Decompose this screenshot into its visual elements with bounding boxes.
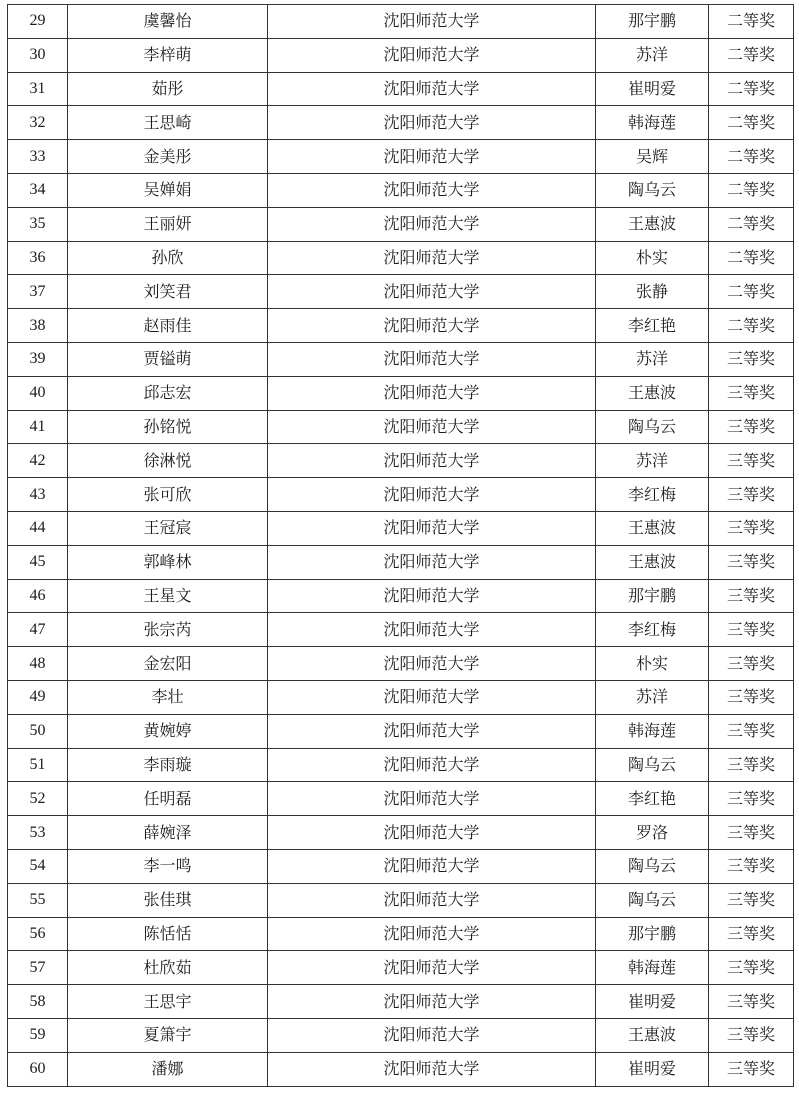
award-level: 二等奖 — [709, 275, 794, 309]
row-number: 31 — [8, 72, 68, 106]
teacher-name: 朴实 — [596, 241, 709, 275]
row-number: 50 — [8, 714, 68, 748]
table-row — [8, 782, 794, 816]
student-name: 赵雨佳 — [68, 309, 268, 343]
student-name: 张佳琪 — [68, 883, 268, 917]
teacher-name: 王惠波 — [596, 207, 709, 241]
student-name: 张可欣 — [68, 478, 268, 512]
student-name: 贾镒萌 — [68, 342, 268, 376]
teacher-name: 陶乌云 — [596, 883, 709, 917]
school-name: 沈阳师范大学 — [268, 342, 596, 376]
teacher-name: 苏洋 — [596, 38, 709, 72]
student-name: 郭峰林 — [68, 545, 268, 579]
table-row — [8, 410, 794, 444]
student-name: 薛婉泽 — [68, 816, 268, 850]
school-name: 沈阳师范大学 — [268, 511, 596, 545]
row-number: 46 — [8, 579, 68, 613]
table-row — [8, 816, 794, 850]
student-name: 王思宇 — [68, 985, 268, 1019]
teacher-name: 韩海莲 — [596, 951, 709, 985]
student-name: 吴婵娟 — [68, 173, 268, 207]
school-name: 沈阳师范大学 — [268, 613, 596, 647]
school-name: 沈阳师范大学 — [268, 106, 596, 140]
row-number: 37 — [8, 275, 68, 309]
award-level: 二等奖 — [709, 140, 794, 174]
row-number: 35 — [8, 207, 68, 241]
school-name: 沈阳师范大学 — [268, 140, 596, 174]
table-row — [8, 241, 794, 275]
student-name: 孙铭悦 — [68, 410, 268, 444]
row-number: 48 — [8, 647, 68, 681]
school-name: 沈阳师范大学 — [268, 275, 596, 309]
award-list-page — [7, 4, 793, 1087]
row-number: 49 — [8, 680, 68, 714]
student-name: 虞馨怡 — [68, 5, 268, 39]
table-row — [8, 849, 794, 883]
table-row — [8, 38, 794, 72]
student-name: 茹彤 — [68, 72, 268, 106]
award-level: 三等奖 — [709, 1018, 794, 1052]
student-name: 金宏阳 — [68, 647, 268, 681]
student-name: 李雨璇 — [68, 748, 268, 782]
teacher-name: 王惠波 — [596, 376, 709, 410]
school-name: 沈阳师范大学 — [268, 579, 596, 613]
table-row — [8, 647, 794, 681]
teacher-name: 崔明爱 — [596, 985, 709, 1019]
school-name: 沈阳师范大学 — [268, 647, 596, 681]
table-row — [8, 613, 794, 647]
student-name: 王冠宸 — [68, 511, 268, 545]
row-number: 30 — [8, 38, 68, 72]
student-name: 张宗芮 — [68, 613, 268, 647]
award-level: 三等奖 — [709, 511, 794, 545]
teacher-name: 苏洋 — [596, 680, 709, 714]
table-row — [8, 1052, 794, 1086]
student-name: 李一鸣 — [68, 849, 268, 883]
award-level: 三等奖 — [709, 883, 794, 917]
school-name: 沈阳师范大学 — [268, 444, 596, 478]
school-name: 沈阳师范大学 — [268, 883, 596, 917]
teacher-name: 李红梅 — [596, 478, 709, 512]
award-level: 三等奖 — [709, 951, 794, 985]
school-name: 沈阳师范大学 — [268, 816, 596, 850]
table-row — [8, 545, 794, 579]
row-number: 59 — [8, 1018, 68, 1052]
award-table — [7, 4, 794, 1087]
row-number: 43 — [8, 478, 68, 512]
teacher-name: 罗洛 — [596, 816, 709, 850]
teacher-name: 陶乌云 — [596, 173, 709, 207]
table-row — [8, 444, 794, 478]
student-name: 金美彤 — [68, 140, 268, 174]
table-row — [8, 207, 794, 241]
row-number: 57 — [8, 951, 68, 985]
teacher-name: 李红梅 — [596, 613, 709, 647]
row-number: 39 — [8, 342, 68, 376]
row-number: 58 — [8, 985, 68, 1019]
teacher-name: 王惠波 — [596, 1018, 709, 1052]
school-name: 沈阳师范大学 — [268, 376, 596, 410]
row-number: 38 — [8, 309, 68, 343]
row-number: 42 — [8, 444, 68, 478]
school-name: 沈阳师范大学 — [268, 1018, 596, 1052]
row-number: 45 — [8, 545, 68, 579]
student-name: 刘笑君 — [68, 275, 268, 309]
school-name: 沈阳师范大学 — [268, 985, 596, 1019]
teacher-name: 王惠波 — [596, 511, 709, 545]
student-name: 徐淋悦 — [68, 444, 268, 478]
row-number: 60 — [8, 1052, 68, 1086]
row-number: 55 — [8, 883, 68, 917]
teacher-name: 吴辉 — [596, 140, 709, 174]
student-name: 王思崎 — [68, 106, 268, 140]
teacher-name: 韩海莲 — [596, 106, 709, 140]
row-number: 40 — [8, 376, 68, 410]
row-number: 53 — [8, 816, 68, 850]
table-row — [8, 376, 794, 410]
school-name: 沈阳师范大学 — [268, 680, 596, 714]
student-name: 任明磊 — [68, 782, 268, 816]
teacher-name: 崔明爱 — [596, 1052, 709, 1086]
table-row — [8, 342, 794, 376]
award-level: 三等奖 — [709, 1052, 794, 1086]
table-row — [8, 275, 794, 309]
award-level: 二等奖 — [709, 5, 794, 39]
teacher-name: 陶乌云 — [596, 410, 709, 444]
row-number: 41 — [8, 410, 68, 444]
row-number: 44 — [8, 511, 68, 545]
student-name: 李梓萌 — [68, 38, 268, 72]
table-row — [8, 748, 794, 782]
school-name: 沈阳师范大学 — [268, 478, 596, 512]
table-row — [8, 140, 794, 174]
school-name: 沈阳师范大学 — [268, 917, 596, 951]
school-name: 沈阳师范大学 — [268, 951, 596, 985]
student-name: 王星文 — [68, 579, 268, 613]
row-number: 29 — [8, 5, 68, 39]
teacher-name: 李红艳 — [596, 782, 709, 816]
teacher-name: 王惠波 — [596, 545, 709, 579]
table-row — [8, 1018, 794, 1052]
table-row — [8, 579, 794, 613]
row-number: 34 — [8, 173, 68, 207]
award-table-body — [8, 5, 794, 1087]
teacher-name: 苏洋 — [596, 342, 709, 376]
teacher-name: 那宇鹏 — [596, 579, 709, 613]
school-name: 沈阳师范大学 — [268, 5, 596, 39]
student-name: 潘娜 — [68, 1052, 268, 1086]
row-number: 33 — [8, 140, 68, 174]
table-row — [8, 714, 794, 748]
table-row — [8, 917, 794, 951]
school-name: 沈阳师范大学 — [268, 748, 596, 782]
table-row — [8, 883, 794, 917]
row-number: 36 — [8, 241, 68, 275]
teacher-name: 李红艳 — [596, 309, 709, 343]
student-name: 陈恬恬 — [68, 917, 268, 951]
teacher-name: 陶乌云 — [596, 748, 709, 782]
student-name: 邱志宏 — [68, 376, 268, 410]
row-number: 54 — [8, 849, 68, 883]
award-level: 三等奖 — [709, 478, 794, 512]
award-level: 三等奖 — [709, 816, 794, 850]
student-name: 李壮 — [68, 680, 268, 714]
award-level: 二等奖 — [709, 207, 794, 241]
row-number: 56 — [8, 917, 68, 951]
award-level: 二等奖 — [709, 241, 794, 275]
teacher-name: 陶乌云 — [596, 849, 709, 883]
student-name: 夏箫宇 — [68, 1018, 268, 1052]
school-name: 沈阳师范大学 — [268, 1052, 596, 1086]
table-row — [8, 511, 794, 545]
table-row — [8, 5, 794, 39]
student-name: 黄婉婷 — [68, 714, 268, 748]
student-name: 王丽妍 — [68, 207, 268, 241]
table-row — [8, 680, 794, 714]
award-level: 三等奖 — [709, 714, 794, 748]
teacher-name: 那宇鹏 — [596, 5, 709, 39]
award-level: 三等奖 — [709, 680, 794, 714]
teacher-name: 张静 — [596, 275, 709, 309]
teacher-name: 崔明爱 — [596, 72, 709, 106]
teacher-name: 韩海莲 — [596, 714, 709, 748]
school-name: 沈阳师范大学 — [268, 849, 596, 883]
school-name: 沈阳师范大学 — [268, 410, 596, 444]
row-number: 52 — [8, 782, 68, 816]
table-row — [8, 309, 794, 343]
student-name: 孙欣 — [68, 241, 268, 275]
award-level: 三等奖 — [709, 917, 794, 951]
award-level: 三等奖 — [709, 748, 794, 782]
table-row — [8, 951, 794, 985]
award-level: 三等奖 — [709, 782, 794, 816]
school-name: 沈阳师范大学 — [268, 309, 596, 343]
school-name: 沈阳师范大学 — [268, 241, 596, 275]
student-name: 杜欣茹 — [68, 951, 268, 985]
award-level: 二等奖 — [709, 309, 794, 343]
row-number: 47 — [8, 613, 68, 647]
row-number: 51 — [8, 748, 68, 782]
award-level: 三等奖 — [709, 410, 794, 444]
award-level: 三等奖 — [709, 579, 794, 613]
award-level: 二等奖 — [709, 38, 794, 72]
school-name: 沈阳师范大学 — [268, 545, 596, 579]
award-level: 三等奖 — [709, 849, 794, 883]
school-name: 沈阳师范大学 — [268, 207, 596, 241]
table-row — [8, 478, 794, 512]
award-level: 三等奖 — [709, 342, 794, 376]
table-row — [8, 106, 794, 140]
teacher-name: 那宇鹏 — [596, 917, 709, 951]
school-name: 沈阳师范大学 — [268, 72, 596, 106]
teacher-name: 苏洋 — [596, 444, 709, 478]
school-name: 沈阳师范大学 — [268, 38, 596, 72]
table-row — [8, 72, 794, 106]
award-level: 三等奖 — [709, 613, 794, 647]
award-level: 三等奖 — [709, 376, 794, 410]
school-name: 沈阳师范大学 — [268, 714, 596, 748]
table-row — [8, 985, 794, 1019]
award-level: 二等奖 — [709, 72, 794, 106]
award-level: 三等奖 — [709, 985, 794, 1019]
award-level: 三等奖 — [709, 647, 794, 681]
teacher-name: 朴实 — [596, 647, 709, 681]
school-name: 沈阳师范大学 — [268, 173, 596, 207]
row-number: 32 — [8, 106, 68, 140]
award-level: 二等奖 — [709, 173, 794, 207]
award-level: 三等奖 — [709, 444, 794, 478]
table-row — [8, 173, 794, 207]
school-name: 沈阳师范大学 — [268, 782, 596, 816]
award-level: 二等奖 — [709, 106, 794, 140]
award-level: 三等奖 — [709, 545, 794, 579]
